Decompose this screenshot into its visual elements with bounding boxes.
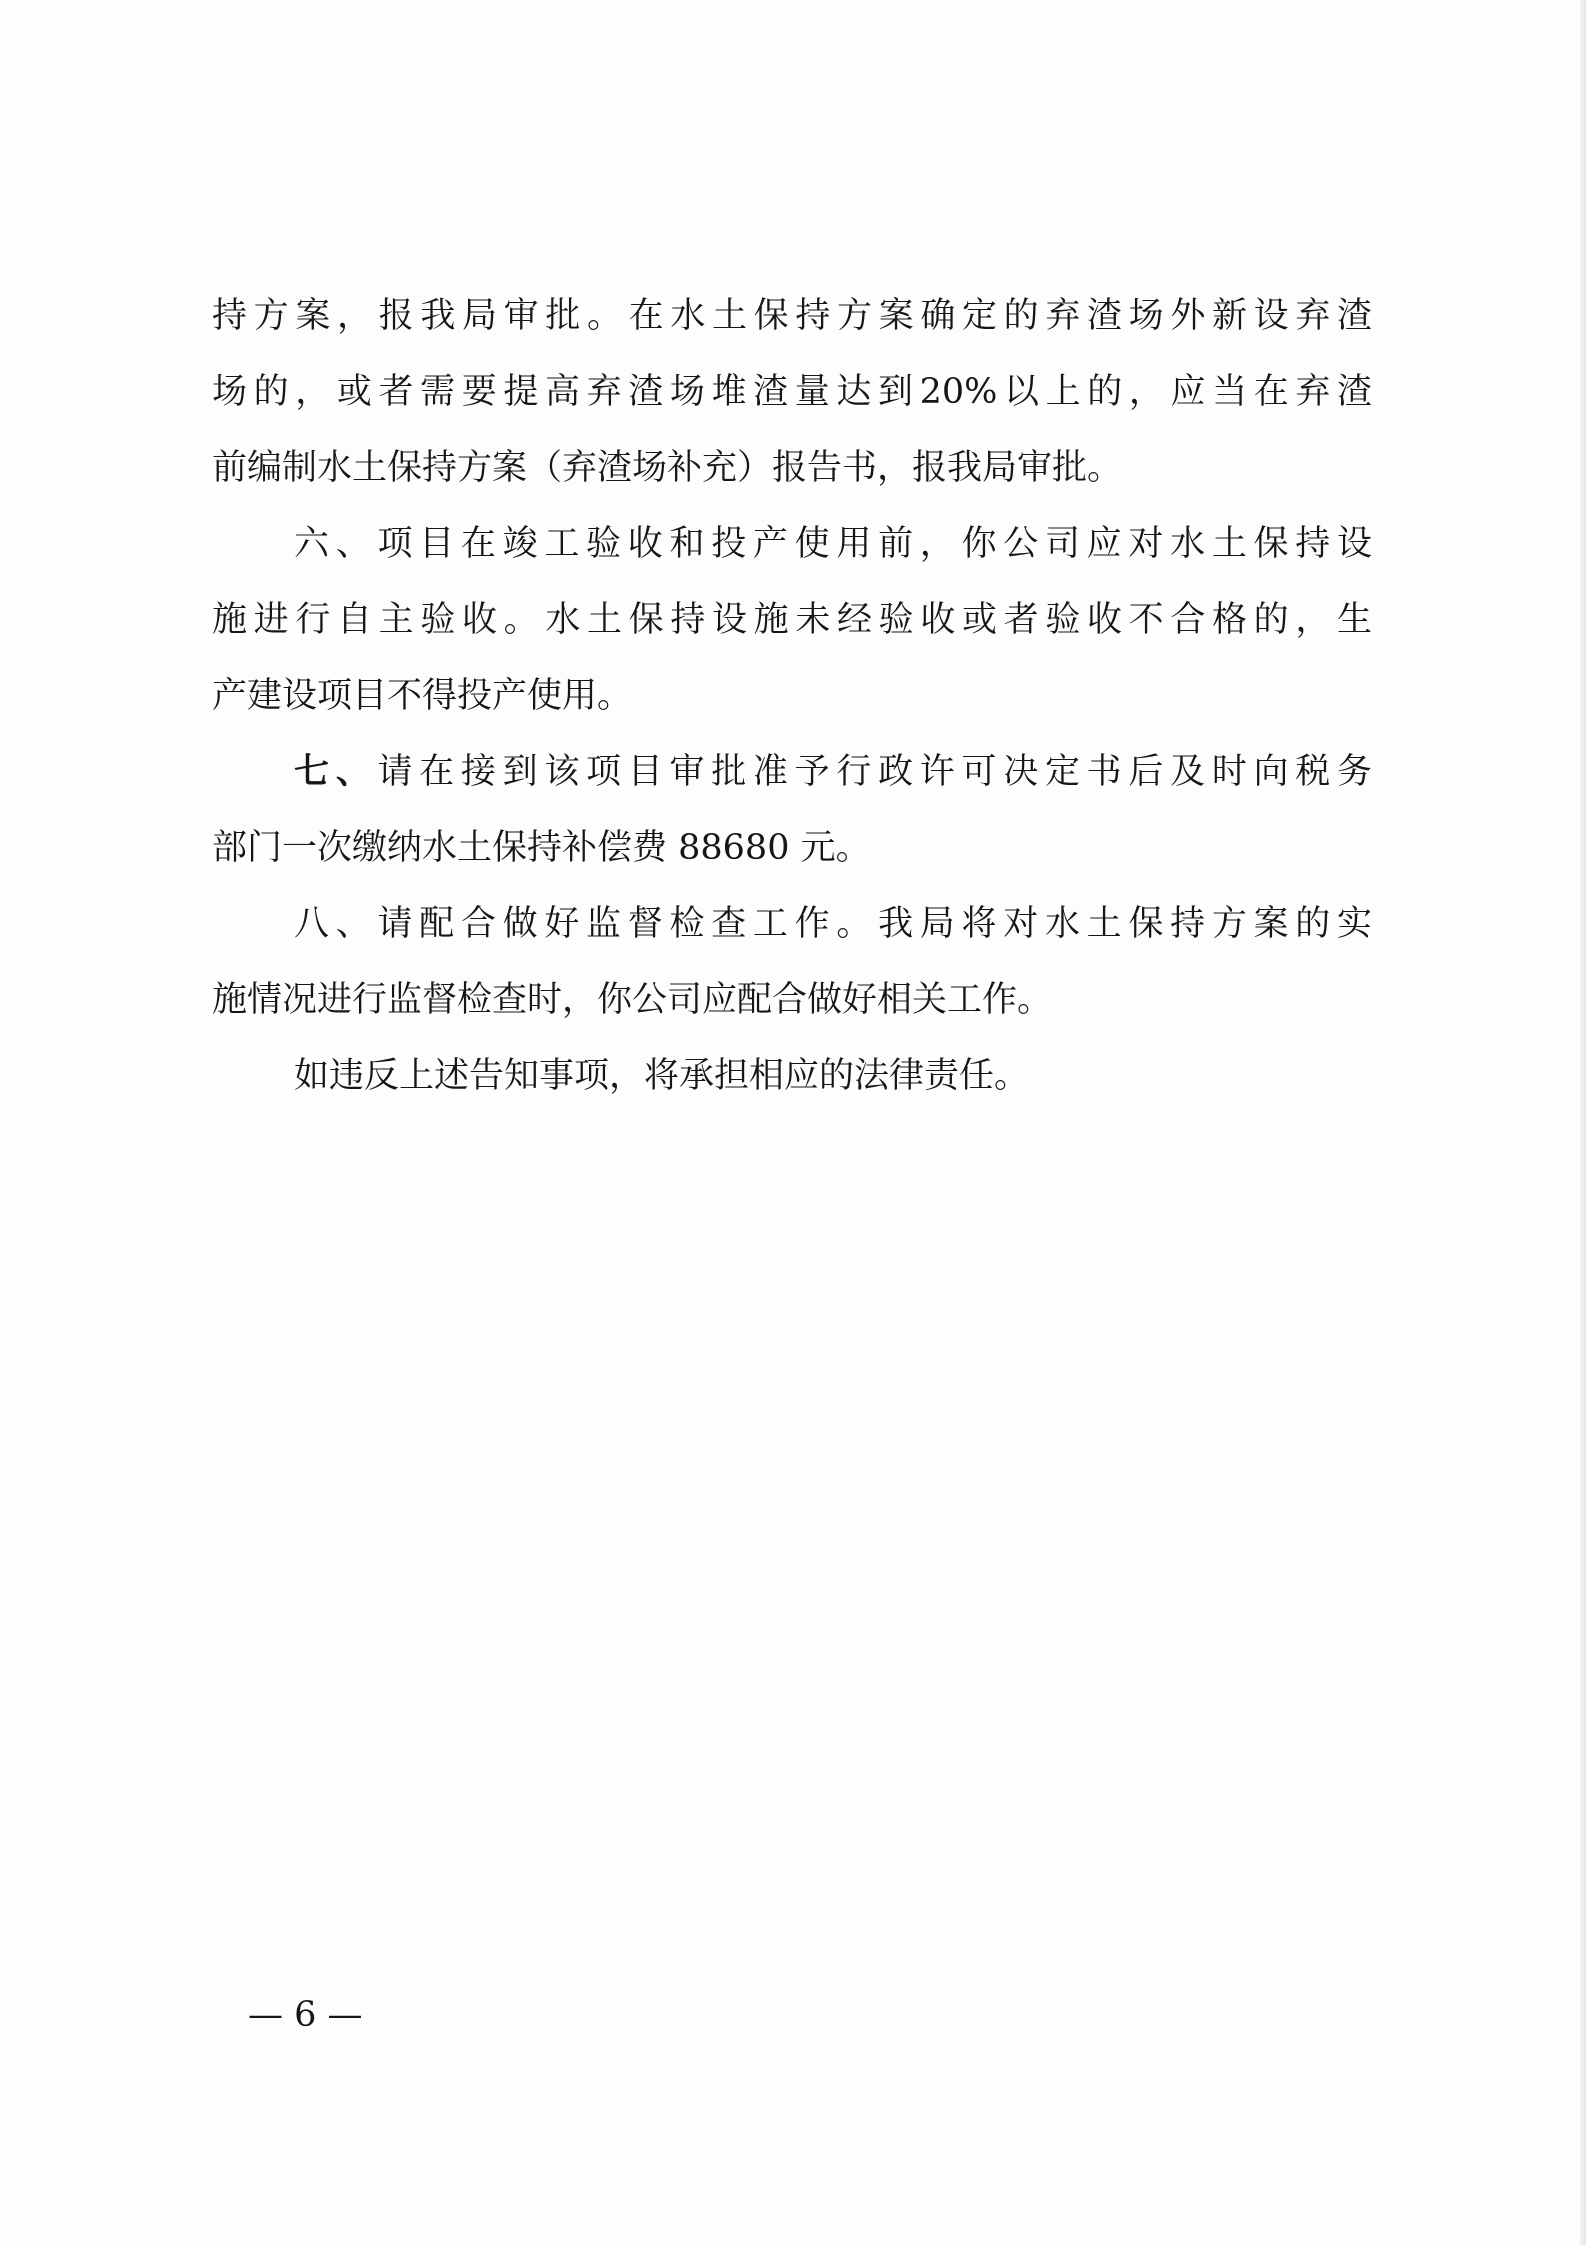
paragraph-line: 产建设项目不得投产使用。 (212, 676, 633, 716)
paragraph-line: 部门一次缴纳水土保持补偿费 88680 元。 (212, 828, 871, 868)
closing-line: 如违反上述告知事项，将承担相应的法律责任。 (294, 1056, 1030, 1096)
paragraph-line: 场的，或者需要提高弃渣场堆渣量达到20%以上的，应当在弃渣 (212, 372, 1372, 412)
paragraph-line: 持方案，报我局审批。在水土保持方案确定的弃渣场外新设弃渣 (212, 296, 1372, 336)
item-six-line: 六、项目在竣工验收和投产使用前，你公司应对水土保持设 (294, 524, 1372, 564)
item-seven-text: 请在接到该项目审批准予行政许可决定书后及时向税务 (377, 752, 1372, 792)
page-number: — 6 — (248, 1995, 363, 2035)
paragraph-line: 施进行自主验收。水土保持设施未经验收或者验收不合格的，生 (212, 600, 1372, 640)
item-seven-marker: 七、 (294, 751, 378, 792)
paragraph-line: 施情况进行监督检查时，你公司应配合做好相关工作。 (212, 980, 1053, 1020)
item-eight-line: 八、请配合做好监督检查工作。我局将对水土保持方案的实 (294, 904, 1372, 944)
item-seven-line (294, 742, 1372, 802)
paragraph-line: 前编制水土保持方案（弃渣场补充）报告书，报我局审批。 (212, 448, 1123, 488)
scan-edge (1580, 0, 1586, 2245)
